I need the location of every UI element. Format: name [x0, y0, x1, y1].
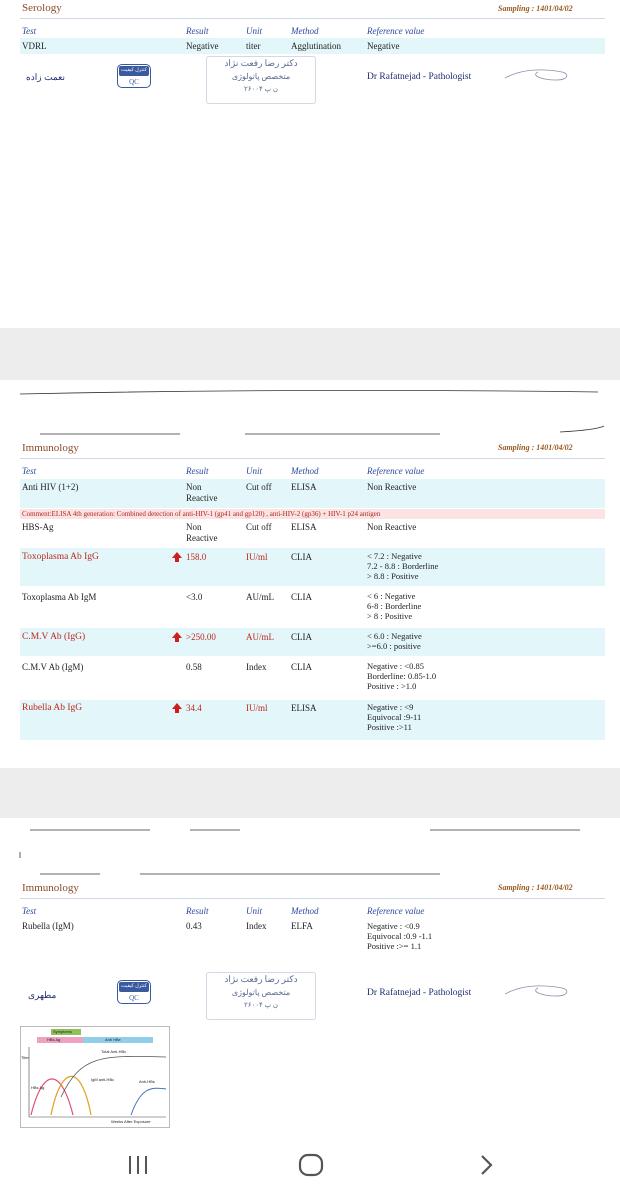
table-row: [20, 548, 605, 586]
comment-text: Comment:ELISA 4th generation: Combined detection of anti-HIV-1 (gp41 and gp120) , anti-HIV-2 (gp36) + HIV-1 p24 antigen: [22, 510, 381, 518]
header-reference: Reference value: [367, 906, 425, 916]
test-result: 0.58: [186, 662, 202, 672]
test-reference: < 7.2 : Negative 7.2 - 8.8 : Borderline > 8.8 : Positive: [367, 551, 439, 581]
qc-stamp: [117, 980, 151, 1004]
header-reference: Reference value: [367, 26, 425, 36]
test-method: CLIA: [291, 552, 312, 562]
test-unit: AU/mL: [246, 592, 274, 602]
test-method: ELISA: [291, 703, 317, 713]
test-reference: Negative : <9 Equivocal :9-11 Positive :>11: [367, 702, 422, 732]
divider: [20, 18, 605, 19]
high-flag-icon: [172, 632, 182, 638]
section-title: Serology: [22, 2, 62, 14]
header-result: Result: [186, 26, 209, 36]
back-icon: [476, 1153, 496, 1177]
doctor-stamp: [206, 56, 316, 104]
sampling-date: Sampling : 1401/04/02: [498, 4, 573, 13]
stamp-line: دکتر رضا رفعت نژاد: [224, 58, 298, 68]
test-reference: Negative : <0.85 Borderline: 0.85-1.0 Positive : >1.0: [367, 661, 437, 691]
high-flag-icon: [172, 552, 182, 558]
qc-label: QC: [129, 78, 139, 86]
test-method: Agglutination: [291, 41, 341, 51]
header-result: Result: [186, 906, 209, 916]
stamp-line: ن پ ۲۶۰۰۴: [243, 1001, 279, 1009]
header-test: Test: [22, 26, 37, 36]
test-reference: Negative: [367, 41, 400, 51]
test-unit: Index: [246, 921, 267, 931]
chart-label-anti-hbe: Anti HBe: [105, 1037, 121, 1042]
back-button[interactable]: [466, 1150, 506, 1180]
chart-label-total-anti-hbc: Total Anti-HBc: [101, 1049, 127, 1054]
test-unit: IU/ml: [246, 703, 268, 713]
qc-label: QC: [129, 994, 139, 1002]
report-page-immunology: [0, 438, 620, 768]
test-result: Non Reactive: [186, 482, 218, 503]
test-name: Rubella (IgM): [22, 921, 74, 931]
test-result: 34.4: [186, 703, 202, 713]
chart-label-igm-anti-hbc: IgM anti-HBc: [91, 1077, 115, 1082]
test-name: HBS-Ag: [22, 522, 54, 532]
header-test: Test: [22, 466, 37, 476]
hepatitis-b-serology-diagram: [20, 1026, 170, 1128]
test-unit: AU/mL: [246, 632, 274, 642]
sampling-date: Sampling : 1401/04/02: [498, 883, 573, 892]
test-reference: < 6.0 : Negative >=6.0 : positive: [367, 631, 422, 651]
signer-name: نعمت زاده: [26, 72, 65, 82]
test-unit: Cut off: [246, 522, 272, 532]
test-name: C.M.V Ab (IgM): [22, 662, 84, 672]
header-method: Method: [291, 466, 319, 476]
test-result: <3.0: [186, 592, 203, 602]
test-reference: Non Reactive: [367, 482, 417, 492]
test-name: Toxoplasma Ab IgM: [22, 592, 97, 602]
test-unit: Index: [246, 662, 267, 672]
chart-label-hbsag-band: HBs Ag: [47, 1037, 61, 1042]
test-name: Anti HIV (1+2): [22, 482, 79, 492]
test-unit: titer: [246, 41, 261, 51]
header-method: Method: [291, 906, 319, 916]
test-unit: IU/ml: [246, 552, 268, 562]
header-unit: Unit: [246, 906, 263, 916]
chart-label-anti-hbs: Anti-HBs: [139, 1079, 155, 1084]
stamp-line: ن پ ۲۶۰۰۴: [243, 85, 279, 93]
high-flag-icon: [172, 703, 182, 709]
test-reference: < 6 : Negative 6-8 : Borderline > 8 : Positive: [367, 591, 422, 621]
chart-label-hbsag-curve: HBs Ag: [31, 1085, 45, 1090]
stamp-line: دکتر رضا رفعت نژاد: [224, 974, 298, 984]
test-method: ELISA: [291, 482, 317, 492]
doctor-stamp: [206, 972, 316, 1020]
table-row: [20, 628, 605, 656]
home-button[interactable]: [291, 1150, 331, 1180]
test-name: VDRL: [22, 41, 47, 51]
test-result: Non Reactive: [186, 522, 218, 543]
chart-label-weeks: Weeks After Exposure: [111, 1119, 151, 1124]
separator-strip: [0, 818, 620, 878]
test-unit: Cut off: [246, 482, 272, 492]
qc-stamp-top: کنترل کیفیت: [119, 982, 149, 992]
divider: [20, 458, 605, 459]
test-result: >250.00: [186, 632, 216, 642]
chart-label-symptoms: Symptoms: [53, 1029, 72, 1034]
test-method: CLIA: [291, 662, 312, 672]
test-method: CLIA: [291, 632, 312, 642]
section-title: Immunology: [22, 882, 79, 894]
header-unit: Unit: [246, 466, 263, 476]
test-reference: Non Reactive: [367, 522, 417, 532]
test-reference: Negative : <0.9 Equivocal :0.9 -1.1 Positive :>= 1.1: [367, 921, 433, 951]
qc-stamp: [117, 64, 151, 88]
header-result: Result: [186, 466, 209, 476]
report-page-serology: [0, 0, 620, 328]
test-result: Negative: [186, 41, 219, 51]
doctor-name: Dr Rafatnejad - Pathologist: [367, 988, 472, 998]
navigation-bar: [0, 1130, 620, 1200]
recent-apps-button[interactable]: [118, 1150, 158, 1180]
stamp-line: متخصص پاتولوژی: [231, 988, 291, 997]
section-title: Immunology: [22, 442, 79, 454]
stamp-line: متخصص پاتولوژی: [231, 72, 291, 81]
signer-name: مطهری: [28, 990, 57, 1000]
report-page-immunology-2: [0, 878, 620, 1130]
header-reference: Reference value: [367, 466, 425, 476]
signature: [500, 976, 580, 1004]
test-name: Toxoplasma Ab IgG: [22, 552, 99, 562]
test-result: 0.43: [186, 921, 202, 931]
qc-stamp-top: کنترل کیفیت: [119, 66, 149, 76]
test-method: ELISA: [291, 522, 317, 532]
sampling-date: Sampling : 1401/04/02: [498, 443, 573, 452]
test-name: C.M.V Ab (IgG): [22, 632, 86, 642]
divider: [20, 898, 605, 899]
header-method: Method: [291, 26, 319, 36]
home-icon: [297, 1152, 325, 1178]
signature: [500, 60, 580, 88]
header-test: Test: [22, 906, 37, 916]
separator-strip: [0, 380, 620, 438]
recent-apps-icon: [126, 1154, 150, 1176]
test-method: CLIA: [291, 592, 312, 602]
test-result: 158.0: [186, 552, 207, 562]
chart-label-titer: Titer: [21, 1055, 29, 1060]
doctor-name: Dr Rafatnejad - Pathologist: [367, 72, 472, 82]
header-unit: Unit: [246, 26, 263, 36]
test-method: ELFA: [291, 921, 313, 931]
test-name: Rubella Ab IgG: [22, 703, 83, 713]
